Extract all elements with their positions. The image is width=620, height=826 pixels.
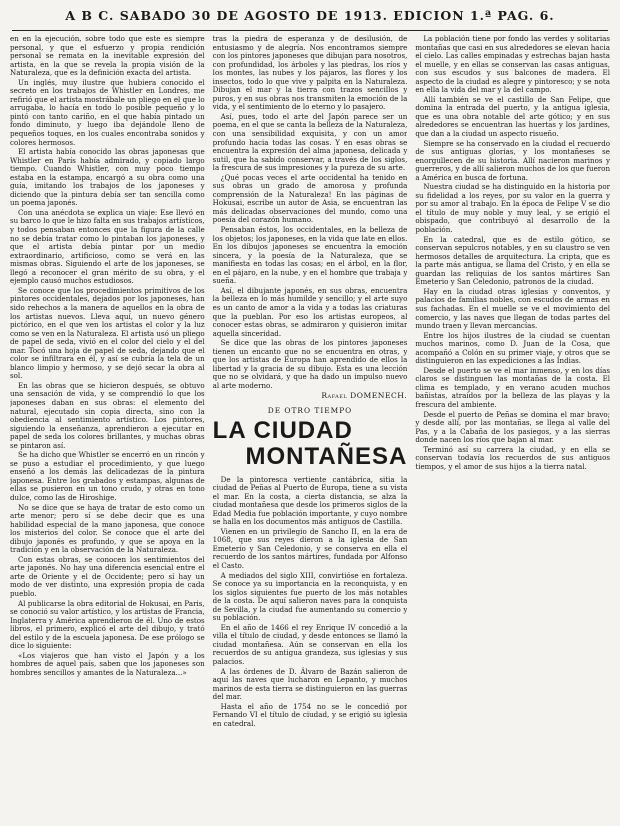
col2-paragraph: tras la piedra de esperanza y de desilusión, de entusiasmo y de alegría. Nos encontramos siempre con los pintores japoneses que dibujan para nosotros, con profundidad, los árboles y las piedras, los ríos y los montes, las nubes y los pájaros, las flores y los insectos, todo lo que vive y palpita en la Naturaleza. Dibujan el mar y la tierra con trazos sencillos y puros, y en sus obras nos transmiten la emoción de la vida, y el sentimiento de lo eterno y lo pasajero. xyxy=(212,35,408,112)
col3-paragraph: Terminó así su carrera la ciudad, y en ella se conservan todavía los recuerdos de sus antiguos tiempos, y el amor de sus hijos a la tierra natal. xyxy=(415,444,610,471)
column-1 xyxy=(10,35,205,815)
article-paragraph: De la pintoresca vertiente cantábrica, sitia la ciudad de Peñas al Puerto de Europa, tiene a su vista el mar. En la costa, a cierta distancia, se alza la ciudad montañesa que desde los primeros siglos de la Edad Media fue población importante, y cuyo nombre se halla en los documentos más antiguos de Castilla. xyxy=(212,474,408,527)
col2-paragraph: ¿Qué pocas veces el arte occidental ha tenido en sus obras un grado de amorosa y profunda comprensión de la Naturaleza! En las páginas de Hokusai, escribe un autor de Asia, se encuentran las más delicadas observaciones del mundo, como una poesía del corazón humano. xyxy=(212,172,408,225)
col2-paragraph: Se dice que las obras de los pintores japoneses tienen un encanto que no se encuentra en otras, y que los artistas de Europa han aprendido de ellos la libertad y la gracia de su dibujo. Esta es una lección que no se olvidará, y que ha dado un impulso nuevo al arte moderno. xyxy=(212,338,408,390)
column-2 xyxy=(213,35,408,815)
col3-paragraph: Entre los hijos ilustres de la ciudad se cuentan muchos marinos, como D. Juan de la Cosa, que acompañó a Colón en su primer viaje, y otros que se distinguieron en las expediciones a las Indias. xyxy=(415,330,610,366)
article-paragraph: Hasta el año de 1754 no se le concedió por Fernando VI el título de ciudad, y se erigió su iglesia en catedral. xyxy=(212,701,408,728)
article-paragraph: Vienen en un privilegio de Sancho II, en la era de 1068, que sus reyes dieron a la iglesia de San Emeterio y San Celedonio, y se conserva en ella el recuerdo de los santos mártires, fundada por Alfonso el Casto. xyxy=(212,526,408,570)
headline-line-1: LA CIUDAD xyxy=(212,416,353,444)
columns xyxy=(10,35,610,815)
col1-paragraph: No se dice que se haya de tratar de esto como un arte menor; pero sí se debe decir que es una habilidad especial de la mano japonesa, que conoce los misterios del color. Se conoce que el arte del dibujo japonés es profundo, y que se apoya en la tradición y en la observación de la Naturaleza. xyxy=(10,502,205,555)
col1-paragraph: Al publicarse la obra editorial de Hokusai, en Paris, se conoció su valor artístico, y los artistas de Francia, Inglaterra y América aprendieron de él. Uno de estos libros, el primero, explicó el arte del dibujo, y trató del estilo y de la escuela japonesa. De ese prólogo se dice lo siguiente: xyxy=(10,598,205,651)
col1-paragraph: El artista había conocido las obras japonesas que Whistler en París había admirado, y copiado largo tiempo. Cuando Whistler, con muy poco tiempo estaba en la estampa, encargó a su obra como una guía, imitando los trabajos de los japoneses y diciendo que la pintura debía ser tan sencilla como un poema japonés. xyxy=(10,147,205,208)
col3-paragraph: Desde el puerto se ve el mar inmenso, y en los días claros se distinguen las montañas de la costa. El clima es templado, y en verano acuden muchos bañistas, atraídos por la belleza de las playas y la frescura del ambiente. xyxy=(415,365,610,409)
col2-paragraph: Así, pues, todo el arte del Japón parece ser un poema, en el que se canta la belleza de la Naturaleza, con una sensibilidad exquisita, y con un amor profundo hacia todas las cosas. Y en esas obras se encuentra la expresión del alma japonesa, delicada y sutil, que ha sabido conservar, a través de los siglos, la frescura de sus impresiones y la pureza de su arte. xyxy=(212,111,408,173)
col3-paragraph: Nuestra ciudad se ha distinguido en la historia por su fidelidad a los reyes, por su valor en la guerra y por su amor al trabajo. En la época de Felipe V se dio el título de muy noble y muy leal, y se erigió el obispado, que contribuyó al desarrollo de la población. xyxy=(415,182,610,235)
col1-paragraph: Se ha dicho que Whistler se encerró en un rincón y se puso a estudiar el procedimiento, y que luego enseñó a los demás las delicadezas de la pintura japonesa. Entre los grabados y estampas, algunas de ellas se pusieron en un tono crudo, y otras en tono dulce, como las de Hiroshige. xyxy=(10,450,205,502)
col1-paragraph: Con una anécdota se explica un viaje: Ese llevó en su barco lo que le hizo falta en sus trabajos artísticos, y todos pensaban entonces que la figura de la calle no se debía tratar como lo pintaban los japoneses, y que el artista debía pintar por un medio extraordinario, artificioso, como se verá en las mismas obras. Siguiendo el arte de los japoneses, se llegó a reconocer el gran mérito de su obra, y el ejemplo causó muchos estudiosos. xyxy=(10,207,205,286)
col3-paragraph: Hay en la ciudad otras iglesias y conventos, y palacios de familias nobles, con escudos de armas en sus fachadas. En el muelle se ve el movimiento del comercio, y las naves que llegan de todas partes del mundo traen y llevan mercancías. xyxy=(415,286,610,331)
col1-paragraph: En las obras que se hicieron después, se obtuvo una sensación de vida, y se comprendió lo que los japoneses daban en sus obras: el elemento del natural, ejecutado sin copia directa, sino con la obediencia al sentimiento artístico. Los pintores, siguiendo la enseñanza, aprendieron a ejecutar en papel de seda los colores brillantes, y muchas obras se pintaron así. xyxy=(10,380,205,450)
col3-paragraph: Siempre se ha conservado en la ciudad el recuerdo de sus antiguas glorias, y los montañeses se enorgullecen de su historia. Allí nacieron marinos y guerreros, y de allí salieron muchos de los que fueron a América en busca de fortuna. xyxy=(415,138,610,182)
col3-paragraph: Desde el puerto de Peñas se domina el mar bravo; y desde allí, por las montañas, se llega al valle del Pas, y a la Cabaña de los pasiegos, y a las sierras donde nacen los ríos que bajan al mar. xyxy=(415,409,610,445)
col1-paragraph: Se conoce que los procedimientos primitivos de los pintores occidentales, dejados por los japoneses, han sido rehechos a la manera de aquellos en la obra de los artistas nuevos. Lleva aquí, un nuevo género pictórico, en el que ven los artistas el color y la luz como se ven en la Naturaleza. El artista usó un pliego de papel de seda, vivió en el color del cielo y el del mar. Tocó una hoja de papel de seda, dejando que el color se infiltrara en él, y así se cubría la tela de un blanco limpio y hermoso, y se dejó secar la obra al sol. xyxy=(10,285,205,381)
page-header: A B C. SABADO 30 DE AGOSTO DE 1913. EDICION 1.ª PAG. 6. xyxy=(12,0,608,31)
article-paragraph: A las órdenes de D. Álvaro de Bazán salieron de aquí las naves que lucharon en Lepanto, y muchos marinos de esta tierra se distinguieron en las guerras del mar. xyxy=(212,666,408,702)
author-signature: Rafael DOMENECH. xyxy=(321,391,408,401)
headline-line-2: MONTAÑESA xyxy=(245,442,408,470)
col1-paragraph: Con estas obras, se conocen los sentimientos del arte japonés. No hay una diferencia esencial entre el arte de Oriente y el de Occidente; pero sí hay un modo de ver distinto, una expresión propia de cada pueblo. xyxy=(10,554,205,598)
col3-paragraph: La población tiene por fondo las verdes y solitarias montañas que casi en sus alrededores se elevan hacia el cielo. Las calles empinadas y estrechas bajan hasta el muelle, y en ellas se conservan las casas antiguas, con sus escudos y sus balcones de madera. El aspecto de la ciudad es alegre y pintoresco; y se nota en ella la vida del mar y la del campo. xyxy=(415,35,610,95)
section-kicker: DE OTRO TIEMPO xyxy=(267,405,353,415)
col2-paragraph: Así, el dibujante japonés, en sus obras, encuentra la belleza en lo más humilde y sencillo; y el arte suyo es un canto de amor a la vida y a todas las criaturas que la pueblan. Por eso los artistas europeos, al conocer estas obras, se admiraron y quisieron imitar aquella sinceridad. xyxy=(212,285,408,338)
col1-paragraph: «Los viajeros que han visto el Japón y a los hombres de aquel país, saben que los japoneses son hombres sencillos y amantes de la Naturaleza...» xyxy=(10,650,205,677)
article-paragraph: En el año de 1466 el rey Enrique IV concedió a la villa el título de ciudad, y desde entonces se llamó la ciudad montañesa. Aún se conservan en ella los recuerdos de su antigua grandeza, sus iglesias y sus palacios. xyxy=(212,622,408,666)
col1-paragraph: en en la ejecución, sobre todo que este es siempre personal, y que el esfuerzo y propia rendición personal se remata en la inevitable expresión del artista, en la que se revela la propia visión de la Naturaleza, que es la definición exacta del artista. xyxy=(10,35,205,78)
column-3 xyxy=(415,35,610,815)
col3-paragraph: Allí también se ve el castillo de San Felipe, que domina la entrada del puerto, y la antigua iglesia, que es una obra notable del arte gótico; y en sus alrededores se encuentran las huertas y los jardines, que dan a la ciudad un aspecto risueño. xyxy=(415,94,610,139)
col3-paragraph: En la catedral, que es de estilo gótico, se conservan sepulcros notables, y en su claustro se ven hermosos detalles de arquitectura. La cripta, que es la parte más antigua, se llama del Cristo, y en ella se guardan las reliquias de los santos mártires San Emeterio y San Celedonio, patronos de la ciudad. xyxy=(415,234,610,287)
article-paragraph: A mediados del siglo XIII, convirtióse en fortaleza. Se conoce ya su importancia en la reconquista, y en los siglos siguientes fue puerto de los más notables de la costa. De aquí salieron naves para la conquista de Sevilla, y la ciudad fue aumentando su comercio y su población. xyxy=(212,570,408,623)
col1-paragraph: Un inglés, muy ilustre que hubiera conocido el secreto en los trabajos de Whistler en Londres, me refirió que el artista mostrábale un pliego en el que lo arrugaba, lo hacía en todo lo posible pequeño y lo pintó con tanto cariño, en el que había pintado un fondo diminuto, y luego iba dejándole lleno de pequeños toques, en los cuales encontraba sonidos y colores hermosos. xyxy=(10,77,205,147)
col2-paragraph: Pensaban éstos, los occidentales, en la belleza de los objetos; los japoneses, en la vida que late en ellos. En los dibujos japoneses se encuentra la emoción sincera, y la poesía de la Naturaleza, que se manifiesta en todas las cosas; en el árbol, en la flor, en el pájaro, en la nube, y en el hombre que trabaja y sueña. xyxy=(212,225,408,286)
